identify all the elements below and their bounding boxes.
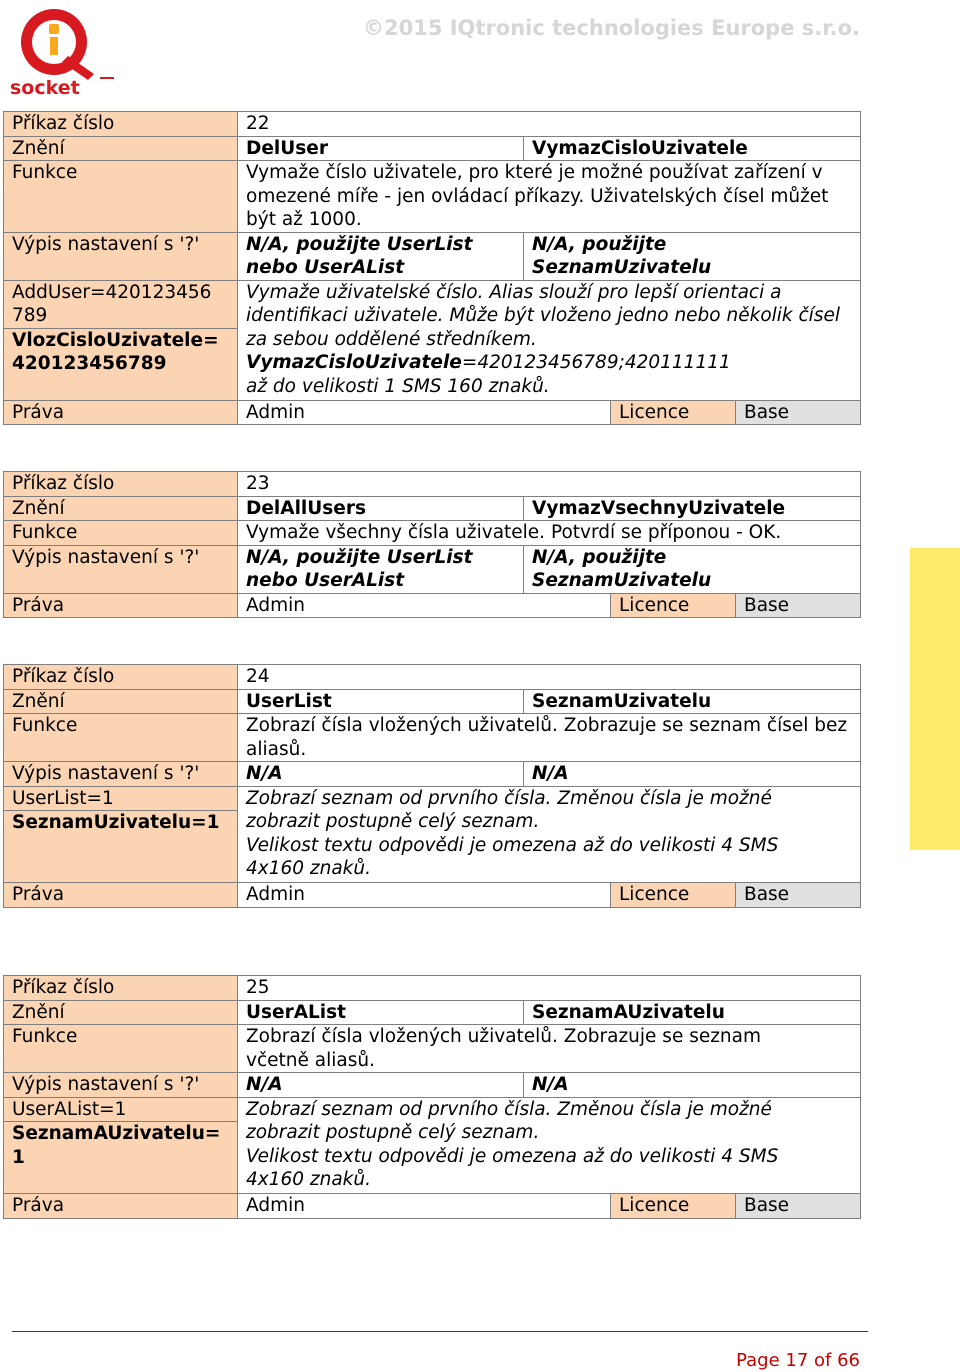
label-zneni: Znění: [4, 496, 238, 521]
command-name-en: DelAllUsers: [238, 496, 524, 521]
example-left-cz: VlozCisloUzivatele=420123456789: [4, 328, 238, 400]
label-funkce: Funkce: [4, 521, 238, 546]
label-prikaz: Příkaz číslo: [4, 472, 238, 497]
label-prikaz: Příkaz číslo: [4, 665, 238, 690]
example-cmd: VymazCisloUzivatele: [246, 352, 462, 373]
vypis-en: N/A, použijte UserList nebo UserAList: [238, 545, 524, 593]
licence-value: Base: [736, 1194, 861, 1219]
example-left-cz: SeznamUzivatelu=1: [4, 811, 238, 883]
label-prava: Práva: [4, 1194, 238, 1219]
vypis-en: N/A: [238, 762, 524, 787]
example-left-en: UserAList=1: [4, 1097, 238, 1122]
prava-value: Admin: [238, 400, 611, 425]
label-vypis: Výpis nastavení s '?': [4, 762, 238, 787]
command-number: 24: [238, 665, 861, 690]
example-left-en: UserList=1: [4, 786, 238, 811]
label-prava: Práva: [4, 593, 238, 618]
label-prava: Práva: [4, 400, 238, 425]
command-name-cz: VymazCisloUzivatele: [524, 136, 861, 161]
copyright-text: ©2015 IQtronic technologies Europe s.r.o.: [362, 16, 860, 40]
label-vypis: Výpis nastavení s '?': [4, 232, 238, 280]
footer-divider: [12, 1331, 868, 1332]
vypis-cz: N/A, použijte SeznamUzivatelu: [524, 545, 861, 593]
command-name-cz: SeznamAUzivatelu: [524, 1000, 861, 1025]
command-table-23: [3, 471, 861, 618]
iq-socket-logo: [8, 4, 120, 98]
command-function: Zobrazí čísla vložených uživatelů. Zobrazuje se seznam čísel bez aliasů.: [238, 714, 861, 762]
licence-value: Base: [736, 593, 861, 618]
label-prava: Práva: [4, 883, 238, 908]
vypis-cz: N/A: [524, 1073, 861, 1098]
command-name-en: DelUser: [238, 136, 524, 161]
example-description: Vymaže uživatelské číslo. Alias slouží pro lepší orientaci a identifikaci uživatele. Může být vloženo jedno nebo několik čísel za sebou oddělené středníkem. VymazCisloUzivatele=420123456789;420111111 až do velikosti 1 SMS 160 znaků.: [238, 280, 861, 400]
command-table-24: [3, 664, 861, 908]
command-function: Zobrazí čísla vložených uživatelů. Zobrazuje se seznam včetně aliasů.: [238, 1025, 861, 1073]
logo-wordmark: socket: [10, 77, 80, 98]
label-funkce: Funkce: [4, 1025, 238, 1073]
command-number: 25: [238, 976, 861, 1001]
label-zneni: Znění: [4, 136, 238, 161]
label-licence: Licence: [611, 400, 736, 425]
command-name-en: UserAList: [238, 1000, 524, 1025]
label-funkce: Funkce: [4, 714, 238, 762]
prava-value: Admin: [238, 593, 611, 618]
command-number: 23: [238, 472, 861, 497]
vypis-cz: N/A: [524, 762, 861, 787]
label-vypis: Výpis nastavení s '?': [4, 545, 238, 593]
example-left-cz: SeznamAUzivatelu=1: [4, 1122, 238, 1194]
command-name-cz: SeznamUzivatelu: [524, 689, 861, 714]
label-licence: Licence: [611, 883, 736, 908]
label-zneni: Znění: [4, 689, 238, 714]
label-funkce: Funkce: [4, 161, 238, 233]
vypis-en: N/A: [238, 1073, 524, 1098]
label-licence: Licence: [611, 593, 736, 618]
command-number: 22: [238, 112, 861, 137]
command-name-en: UserList: [238, 689, 524, 714]
side-tab: [910, 548, 960, 850]
licence-value: Base: [736, 883, 861, 908]
command-function: Vymaže všechny čísla uživatele. Potvrdí se příponou - OK.: [238, 521, 861, 546]
command-table-25: [3, 975, 861, 1219]
vypis-cz: N/A, použijte SeznamUzivatelu: [524, 232, 861, 280]
label-licence: Licence: [611, 1194, 736, 1219]
licence-value: Base: [736, 400, 861, 425]
vypis-en: N/A, použijte UserList nebo UserAList: [238, 232, 524, 280]
label-prikaz: Příkaz číslo: [4, 112, 238, 137]
command-table-22: [3, 111, 861, 425]
prava-value: Admin: [238, 883, 611, 908]
example-left-en: AddUser=420123456789: [4, 280, 238, 328]
page-number: Page 17 of 66: [736, 1350, 860, 1371]
example-description: Zobrazí seznam od prvního čísla. Změnou čísla je možné zobrazit postupně celý seznam. Velikost textu odpovědi je omezena až do velikosti 4 SMS 4x160 znaků.: [238, 1097, 861, 1194]
label-prikaz: Příkaz číslo: [4, 976, 238, 1001]
command-function: Vymaže číslo uživatele, pro které je možné používat zařízení v omezené míře - jen ovládací příkazy. Uživatelských čísel můžet být až 1000.: [238, 161, 861, 233]
example-description: Zobrazí seznam od prvního čísla. Změnou čísla je možné zobrazit postupně celý seznam. Velikost textu odpovědi je omezena až do velikosti 4 SMS 4x160 znaků.: [238, 786, 861, 883]
label-vypis: Výpis nastavení s '?': [4, 1073, 238, 1098]
label-zneni: Znění: [4, 1000, 238, 1025]
command-name-cz: VymazVsechnyUzivatele: [524, 496, 861, 521]
prava-value: Admin: [238, 1194, 611, 1219]
